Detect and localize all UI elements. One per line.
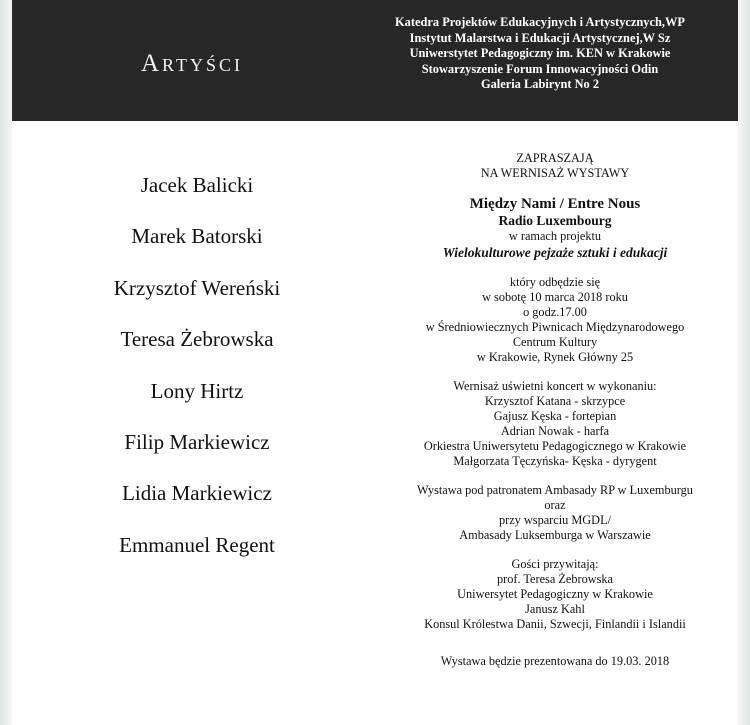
exhibition-subtitle: Radio Luxembourg (498, 213, 612, 228)
organizer-line: Stowarzyszenie Forum Innowacyjności Odin (421, 61, 659, 76)
organizer-line: Instytut Malarstwa i Edukacji Artystycznej,W Sz (409, 30, 671, 45)
organizer-line: Galeria Labirynt No 2 (480, 77, 600, 91)
organizers-list (390, 15, 690, 93)
hosts-line: prof. Teresa Żebrowska (496, 572, 614, 586)
patronage-line: przy wsparciu MGDL/ (498, 513, 611, 527)
patronage-line: oraz (544, 498, 566, 512)
concert-line: Gajusz Kęska - fortepian (493, 409, 617, 423)
event-line: który odbędzie się (509, 275, 601, 289)
intro-line: ZAPRASZAJĄ (516, 151, 594, 165)
artist-name: Marek Batorski (131, 224, 263, 249)
event-line: o godz.17.00 (523, 305, 587, 319)
header-banner (12, 0, 738, 121)
hosts-line: Konsul Królestwa Danii, Szwecji, Finlandii i Islandii (424, 617, 686, 631)
invitation-page (12, 0, 738, 725)
brand-title: Artyści (141, 50, 243, 77)
concert-line: Orkiestra Uniwersytetu Pedagogicznego w Krakowie (423, 439, 687, 453)
invitation-details (402, 151, 708, 669)
patronage-line: Wystawa pod patronatem Ambasady RP w Luxemburgu (417, 483, 693, 497)
artist-name: Krzysztof Wereński (113, 275, 281, 300)
project-name: Wielokulturowe pejzaże sztuki i edukacji (442, 245, 668, 260)
hosts-line: Janusz Kahl (525, 602, 585, 616)
artist-name: Lidia Markiewicz (122, 481, 272, 506)
event-line: w Krakowie, Rynek Główny 25 (476, 350, 634, 364)
artist-name: Jacek Balicki (140, 173, 254, 197)
hosts-line: Uniwersytet Pedagogiczny w Krakowie (457, 587, 653, 601)
organizer-line: Katedra Projektów Edukacyjnych i Artystycznych,WP (395, 15, 685, 29)
artist-name: Lony Hirtz (150, 378, 244, 403)
event-line: w Średniowiecznych Piwnicach Międzynarodowego (425, 320, 685, 334)
concert-line: Adrian Nowak - harfa (500, 424, 610, 438)
organizer-line: Uniwerstytet Pedagogiczny im. KEN w Krakowie (409, 46, 671, 60)
event-line: w sobotę 10 marca 2018 roku (482, 290, 628, 304)
concert-line: Wernisaż uświetni koncert w wykonaniu: (453, 379, 657, 393)
concert-line: Krzysztof Katana - skrzypce (484, 394, 626, 408)
closing-line: Wystawa będzie prezentowana do 19.03. 2018 (440, 654, 670, 668)
artist-name: Teresa Żebrowska (120, 327, 274, 352)
artist-name: Emmanuel Regent (119, 532, 275, 557)
artists-list (72, 170, 322, 581)
artist-name: Filip Markiewicz (124, 429, 270, 454)
hosts-line: Gości przywitają: (511, 557, 599, 571)
event-line: Centrum Kultury (512, 335, 598, 349)
exhibition-title: Między Nami / Entre Nous (469, 196, 641, 212)
concert-line: Małgorzata Tęczyńska- Kęska - dyrygent (453, 454, 657, 468)
project-intro: w ramach projektu (508, 229, 602, 243)
patronage-line: Ambasady Luksemburga w Warszawie (459, 528, 651, 542)
intro-line: NA WERNISAŻ WYSTAWY (480, 166, 630, 180)
